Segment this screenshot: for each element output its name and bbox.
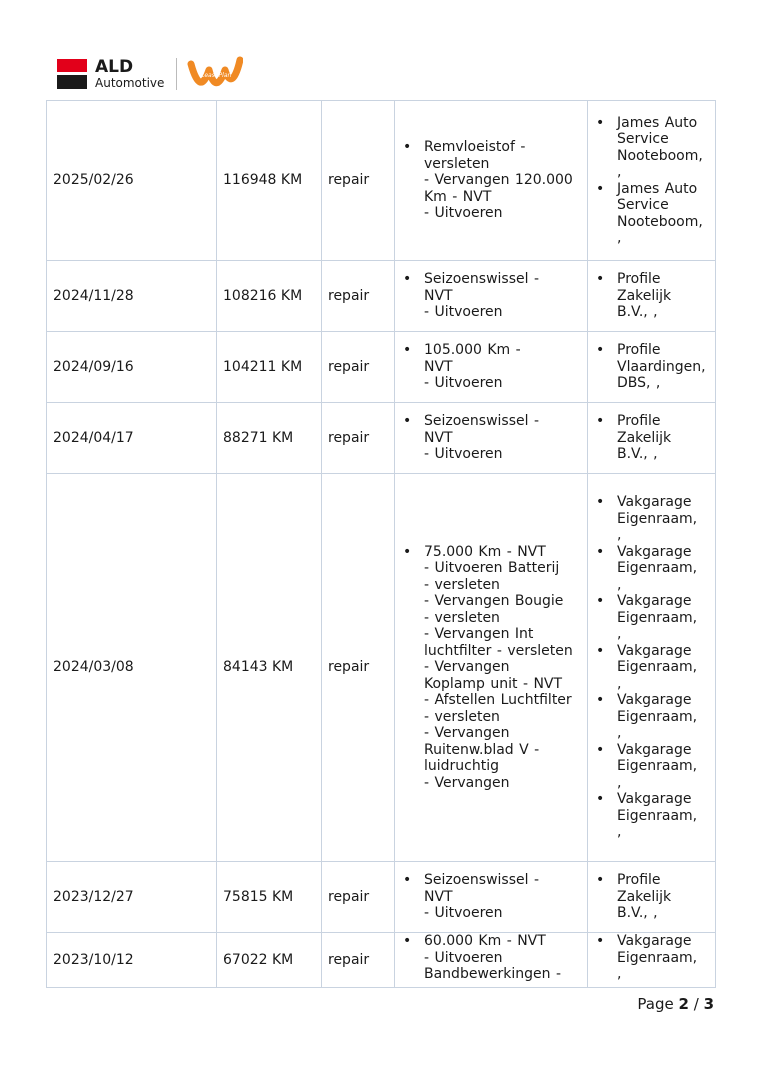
page-total: 3 (703, 995, 714, 1013)
description-list (401, 933, 581, 983)
type-cell: repair (322, 474, 395, 862)
date-cell: 2023/10/12 (47, 933, 217, 988)
description-item: • Seizoenswissel - NVT - Uitvoeren (424, 413, 581, 463)
table-row (47, 862, 716, 933)
dealer-item: • Vakgarage Eigenraam, , (617, 933, 709, 983)
dealer-item: • James Auto Service Nooteboom, , (617, 181, 709, 247)
mileage-cell: 75815 KM (217, 862, 322, 933)
description-item: • Seizoenswissel - NVT - Uitvoeren (424, 872, 581, 922)
dealer-item: • Vakgarage Eigenraam, , (617, 692, 709, 742)
dealer-item: • Vakgarage Eigenraam, , (617, 544, 709, 594)
description-cell (395, 332, 588, 403)
page-label: Page (637, 995, 674, 1013)
dealer-list (594, 872, 709, 922)
description-cell (395, 101, 588, 261)
dealer-item: • Profile Zakelijk B.V., , (617, 872, 709, 922)
date-cell: 2024/04/17 (47, 403, 217, 474)
dealer-list (594, 271, 709, 321)
dealer-list (594, 115, 709, 247)
type-cell: repair (322, 933, 395, 988)
description-list (401, 413, 581, 463)
description-list (401, 872, 581, 922)
dealer-item: • Profile Zakelijk B.V., , (617, 413, 709, 463)
dealer-item: • Profile Zakelijk B.V., , (617, 271, 709, 321)
mileage-cell: 88271 KM (217, 403, 322, 474)
dealer-cell (588, 332, 716, 403)
date-cell: 2025/02/26 (47, 101, 217, 261)
dealer-item: • Vakgarage Eigenraam, , (617, 791, 709, 841)
page-separator: / (693, 995, 699, 1013)
ald-logo-text (95, 59, 164, 89)
maintenance-table (46, 100, 716, 988)
dealer-item: • Vakgarage Eigenraam, , (617, 643, 709, 693)
logo-divider (176, 58, 177, 90)
description-cell (395, 862, 588, 933)
ald-logo-icon (57, 59, 87, 89)
ald-brand-sub: Automotive (95, 76, 165, 90)
table-row (47, 474, 716, 862)
description-list (401, 342, 581, 392)
dealer-cell (588, 261, 716, 332)
page-current: 2 (678, 995, 689, 1013)
date-cell: 2024/03/08 (47, 474, 217, 862)
description-item: • 60.000 Km - NVT - Uitvoeren Bandbewerkingen - (424, 933, 581, 983)
dealer-list (594, 933, 709, 983)
ald-brand-name: ALD (95, 57, 134, 77)
date-cell: 2024/11/28 (47, 261, 217, 332)
mileage-cell: 116948 KM (217, 101, 322, 261)
description-list (401, 544, 581, 792)
dealer-list (594, 494, 709, 841)
table-row (47, 261, 716, 332)
table-row (47, 332, 716, 403)
description-cell (395, 474, 588, 862)
page-header (57, 56, 243, 92)
table-row (47, 933, 716, 988)
dealer-cell (588, 101, 716, 261)
description-item: • 75.000 Km - NVT - Uitvoeren Batterij - versleten - Vervangen Bougie - versleten - Vervangen Int luchtfilter - versleten - Vervangen Koplamp unit - NVT - Afstellen Luchtfilter - versleten - Vervangen Ruitenw.blad V - luidruchtig - Vervangen (424, 544, 581, 792)
type-cell: repair (322, 261, 395, 332)
mileage-cell: 104211 KM (217, 332, 322, 403)
mileage-cell: 84143 KM (217, 474, 322, 862)
leaseplan-logo-icon (187, 56, 243, 92)
description-list (401, 139, 581, 222)
dealer-cell (588, 933, 716, 988)
description-item: • Seizoenswissel - NVT - Uitvoeren (424, 271, 581, 321)
type-cell: repair (322, 101, 395, 261)
dealer-list (594, 413, 709, 463)
description-cell (395, 261, 588, 332)
date-cell: 2024/09/16 (47, 332, 217, 403)
date-cell: 2023/12/27 (47, 862, 217, 933)
dealer-cell (588, 862, 716, 933)
table-row (47, 101, 716, 261)
dealer-item: • Vakgarage Eigenraam, , (617, 593, 709, 643)
dealer-item: • Profile Vlaardingen, DBS, , (617, 342, 709, 392)
description-cell (395, 403, 588, 474)
dealer-cell (588, 474, 716, 862)
dealer-item: • Vakgarage Eigenraam, , (617, 742, 709, 792)
type-cell: repair (322, 403, 395, 474)
type-cell: repair (322, 332, 395, 403)
description-item: • Remvloeistof - versleten - Vervangen 120.000 Km - NVT - Uitvoeren (424, 139, 581, 222)
dealer-list (594, 342, 709, 392)
table-row (47, 403, 716, 474)
page-number (637, 995, 714, 1013)
mileage-cell: 108216 KM (217, 261, 322, 332)
dealer-item: • James Auto Service Nooteboom, , (617, 115, 709, 181)
leaseplan-logo-text: LeasePlan (201, 72, 232, 79)
description-cell (395, 933, 588, 988)
dealer-item: • Vakgarage Eigenraam, , (617, 494, 709, 544)
description-item: • 105.000 Km - NVT - Uitvoeren (424, 342, 581, 392)
dealer-cell (588, 403, 716, 474)
mileage-cell: 67022 KM (217, 933, 322, 988)
type-cell: repair (322, 862, 395, 933)
description-list (401, 271, 581, 321)
